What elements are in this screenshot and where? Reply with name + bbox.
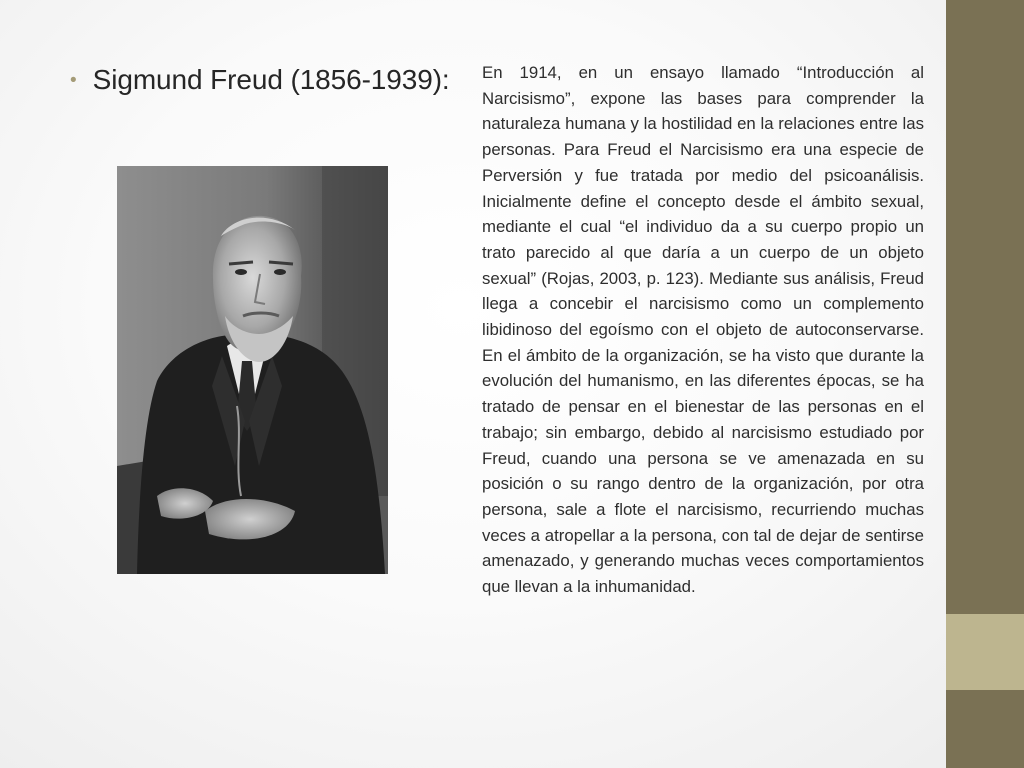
portrait-photo [117,166,388,574]
side-accent-block [946,614,1024,690]
portrait-image [117,166,388,574]
slide-heading: Sigmund Freud (1856-1939): [92,64,450,95]
heading-bullet-item [70,66,450,94]
body-paragraph: En 1914, en un ensayo llamado “Introducción al Narcisismo”, expone las bases para comprender la naturaleza humana y la hostilidad en la relaciones entre las personas. Para Freud el Narcisismo era una especie de Perversión y fue tratada por medio del psicoanálisis. Inicialmente define el concepto desde el ámbito sexual, mediante el cual “el individuo da a su cuerpo propio un trato parecido al que daría a un cuerpo de un objeto sexual” (Rojas, 2003, p. 123). Mediante sus análisis, Freud llega a concebir el narcisismo como un complemento libidinoso del egoísmo con el objeto de autoconservarse. En el ámbito de la organización, se ha visto que durante la evolución del humanismo, en las diferentes épocas, se ha tratado de pensar en el bienestar de las personas en el trabajo; sin embargo, debido al narcisismo estudiado por Freud, cuando una persona se ve amenazada en su posición o su rango dentro de la organización, por otra persona, sale a flote el narcisismo, recurriendo muchas veces a atropellar a la persona, con tal de dejar de sentirse amenazado, y generando muchas veces comportamientos que llevan a la inhumanidad. [482,63,924,597]
side-decoration-bar [946,0,1024,768]
bullet-icon: • [70,69,77,91]
